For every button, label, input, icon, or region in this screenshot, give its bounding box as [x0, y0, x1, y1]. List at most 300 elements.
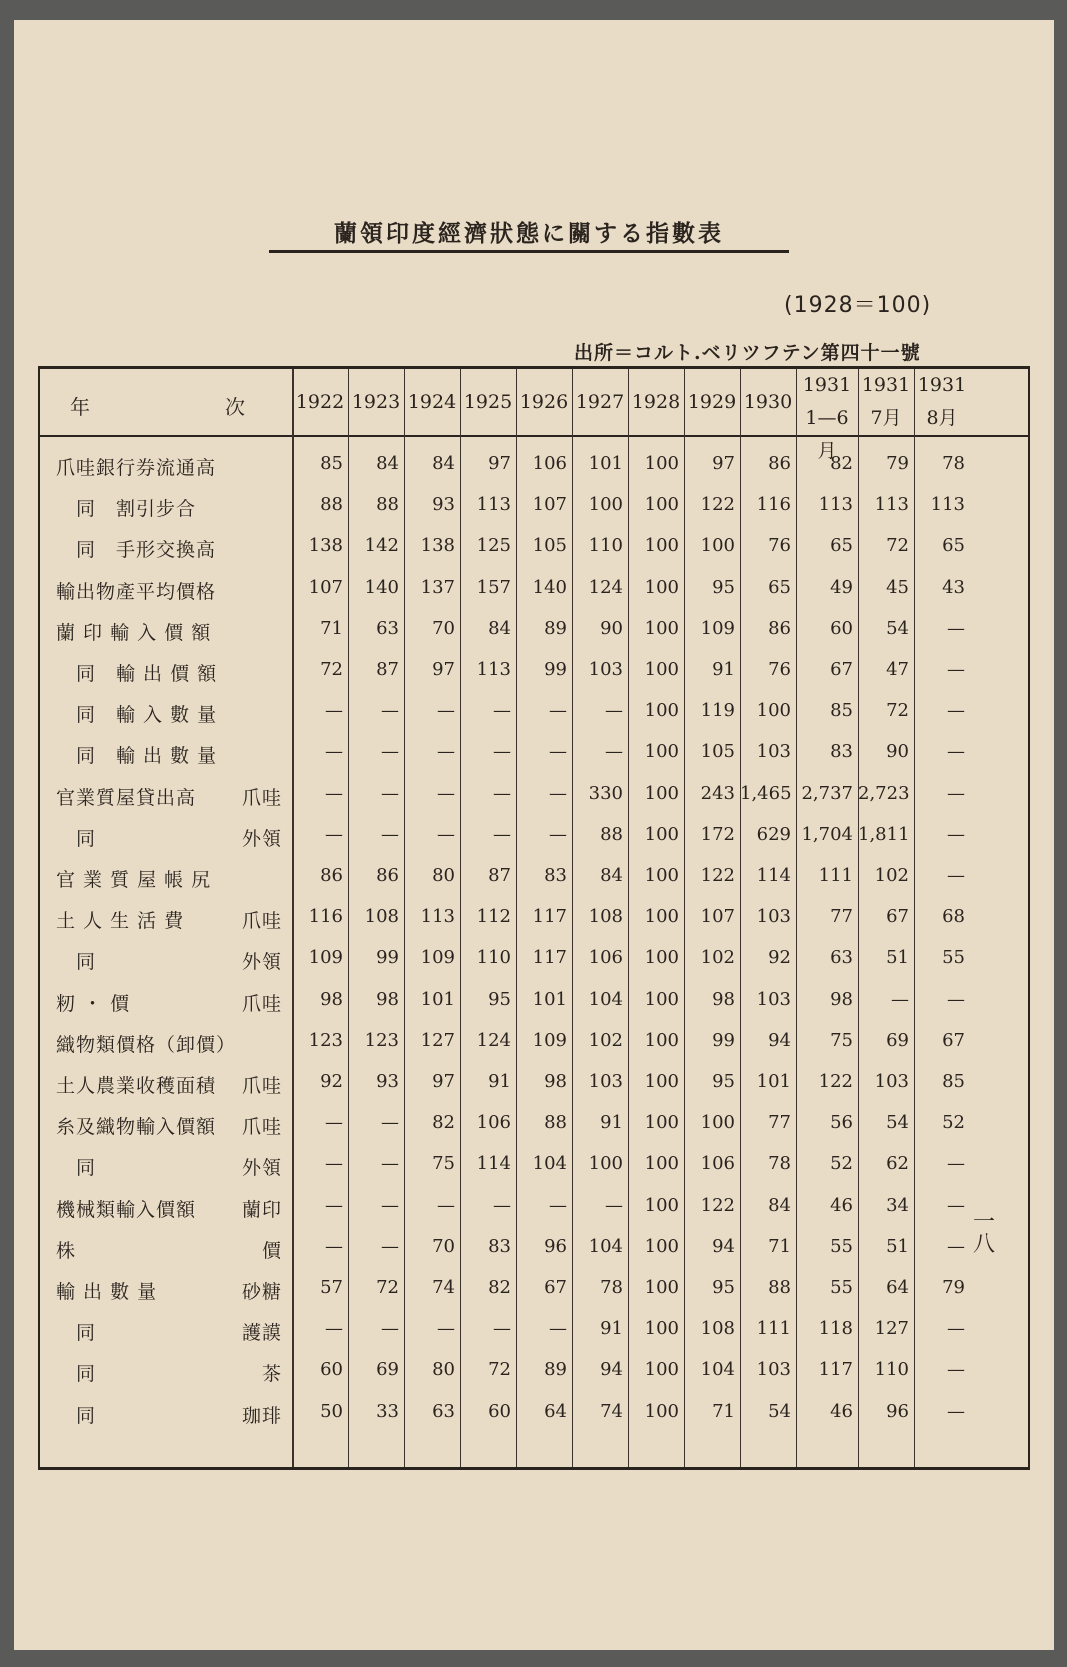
column-header-year: 1923 — [351, 391, 401, 413]
row-label-main: 輸 出 數 量 — [56, 1281, 158, 1303]
row-label — [56, 1401, 282, 1431]
row-label-region: 爪哇 — [241, 1116, 282, 1139]
table-cell: 124 — [588, 576, 623, 598]
table-cell: 106 — [588, 947, 623, 969]
table-cell: 96 — [886, 1400, 909, 1422]
row-label — [56, 865, 282, 895]
table-cell: — — [947, 1400, 965, 1422]
table-cell: 88 — [600, 823, 623, 845]
table-cell: 63 — [432, 1400, 455, 1422]
table-cell: 104 — [532, 1153, 567, 1175]
table-cell: 86 — [320, 865, 343, 886]
column-header-year: 1931 — [917, 374, 967, 396]
table-cell: 109 — [308, 947, 343, 969]
row-label-region: 爪哇 — [241, 992, 282, 1015]
table-cell: — — [325, 700, 343, 722]
table-cell: 103 — [756, 1359, 791, 1381]
table-cell: 100 — [644, 865, 679, 886]
table-cell: 98 — [830, 988, 853, 1010]
row-label-main: 官 業 質 屋 帳 尻 — [56, 869, 212, 891]
table-cell: 113 — [476, 659, 511, 680]
table-row — [40, 1024, 1028, 1066]
row-label-region: 外領 — [241, 827, 282, 850]
table-cell: 82 — [830, 453, 853, 474]
column-header — [404, 369, 460, 435]
table-cell: 54 — [886, 1112, 909, 1134]
column-header — [796, 369, 858, 462]
table-cell: 102 — [588, 1029, 623, 1051]
table-cell: 100 — [588, 494, 623, 516]
row-label-main: 同 — [56, 951, 97, 974]
table-cell: 46 — [830, 1400, 853, 1422]
table-cell: 84 — [768, 1194, 791, 1216]
table-cell: — — [381, 1318, 399, 1340]
table-cell: 63 — [830, 947, 853, 969]
column-header — [740, 369, 796, 435]
table-cell: 50 — [320, 1400, 343, 1422]
table-cell: 80 — [432, 865, 455, 886]
table-cell: 55 — [830, 1235, 853, 1257]
table-cell: 84 — [432, 453, 455, 474]
table-row — [40, 818, 1028, 860]
table-cell: 79 — [886, 453, 909, 474]
table-cell: 65 — [768, 576, 791, 598]
table-cell: 2,723 — [858, 782, 910, 804]
table-cell: 52 — [830, 1153, 853, 1175]
table-cell: — — [381, 1235, 399, 1257]
table-cell: — — [381, 700, 399, 722]
table-cell: 71 — [768, 1235, 791, 1257]
table-cell: 34 — [886, 1194, 909, 1216]
table-cell: — — [437, 1318, 455, 1340]
table-cell: — — [605, 741, 623, 763]
table-cell: 116 — [308, 906, 343, 928]
table-cell: 100 — [644, 1029, 679, 1051]
table-cell: 98 — [376, 988, 399, 1010]
table-cell: 140 — [364, 576, 399, 598]
row-label — [56, 947, 282, 977]
row-label — [56, 1071, 282, 1101]
column-header — [858, 369, 914, 435]
column-header — [684, 369, 740, 435]
table-cell: 77 — [830, 906, 853, 928]
table-cell: 91 — [600, 1318, 623, 1340]
row-header-cell — [40, 369, 292, 435]
table-cell: 100 — [644, 1071, 679, 1092]
table-cell: 54 — [886, 617, 909, 639]
table-cell: 84 — [488, 617, 511, 639]
row-label — [56, 1030, 282, 1060]
table-cell: 110 — [476, 947, 511, 969]
table-cell: 51 — [886, 1235, 909, 1257]
table-cell: 100 — [644, 535, 679, 557]
table-cell: — — [325, 1153, 343, 1175]
table-cell: 70 — [432, 1235, 455, 1257]
table-cell: 67 — [886, 906, 909, 928]
table-cell: — — [325, 1194, 343, 1216]
table-cell: 102 — [700, 947, 735, 969]
table-cell: 55 — [830, 1277, 853, 1298]
table-cell: 64 — [886, 1277, 909, 1298]
table-cell: 72 — [886, 535, 909, 557]
table-cell: 57 — [320, 1277, 343, 1298]
table-cell: — — [437, 741, 455, 763]
table-cell: 84 — [600, 865, 623, 886]
table-cell: 111 — [818, 865, 853, 886]
table-row — [40, 1395, 1028, 1437]
table-cell: 110 — [588, 535, 623, 557]
table-cell: 56 — [830, 1112, 853, 1134]
table-cell: 100 — [644, 947, 679, 969]
row-label — [56, 989, 282, 1019]
table-row — [40, 900, 1028, 942]
table-cell: 52 — [942, 1112, 965, 1134]
table-cell: 113 — [476, 494, 511, 516]
row-label-main: 株 — [56, 1239, 77, 1262]
table-cell: 2,737 — [801, 782, 853, 804]
table-cell: 109 — [700, 617, 735, 639]
table-cell: 100 — [644, 741, 679, 763]
table-cell: 103 — [756, 906, 791, 928]
row-label-main: 同 割引步合 — [56, 498, 197, 521]
page-number: 一八 — [972, 1210, 995, 1257]
table-cell: 100 — [644, 988, 679, 1010]
table-cell: 78 — [768, 1153, 791, 1175]
table-cell: 107 — [532, 494, 567, 516]
table-cell: 113 — [818, 494, 853, 516]
table-cell: — — [493, 700, 511, 722]
row-label-main: 爪哇銀行券流通高 — [56, 457, 217, 479]
row-header-left: 年 — [70, 395, 90, 419]
column-header-year: 1925 — [463, 391, 513, 413]
table-cell: 83 — [830, 741, 853, 763]
table-cell: 60 — [830, 617, 853, 639]
table-cell: — — [549, 1318, 567, 1340]
table-cell: — — [549, 700, 567, 722]
row-label-region: 外領 — [241, 1157, 282, 1180]
table-cell: 87 — [376, 659, 399, 680]
table-cell: 100 — [644, 782, 679, 804]
table-cell: 67 — [942, 1029, 965, 1051]
table-row — [40, 694, 1028, 736]
table-cell: 125 — [476, 535, 511, 557]
table-cell: 79 — [942, 1277, 965, 1298]
table-cell: 94 — [712, 1235, 735, 1257]
row-label-region: 爪哇 — [241, 910, 282, 933]
column-header — [460, 369, 516, 435]
table-cell: 100 — [644, 1235, 679, 1257]
table-cell: — — [325, 823, 343, 845]
table-cell: 100 — [700, 535, 735, 557]
table-cell: 113 — [874, 494, 909, 516]
column-header — [292, 369, 348, 435]
table-cell: 62 — [886, 1153, 909, 1175]
column-header-year: 1928 — [631, 391, 681, 413]
row-label — [56, 535, 282, 565]
table-cell: 96 — [544, 1235, 567, 1257]
table-row — [40, 1065, 1028, 1107]
table-cell: 95 — [488, 988, 511, 1010]
table-cell: 82 — [432, 1112, 455, 1134]
table-cell: — — [947, 865, 965, 886]
table-cell: 45 — [886, 576, 909, 598]
table-cell: — — [947, 1359, 965, 1381]
table-cell: 91 — [488, 1071, 511, 1092]
table-cell: 69 — [886, 1029, 909, 1051]
table-cell: 101 — [588, 453, 623, 474]
table-cell: 100 — [644, 494, 679, 516]
row-label — [56, 1195, 282, 1225]
row-label-region: 價 — [261, 1239, 282, 1262]
table-cell: 74 — [600, 1400, 623, 1422]
row-label — [56, 783, 282, 813]
row-label — [56, 659, 282, 689]
column-header-period: 7月 — [870, 407, 902, 429]
table-cell: 117 — [532, 906, 567, 928]
table-cell: — — [325, 1235, 343, 1257]
row-label-main: 籾 ・ 價 — [56, 992, 131, 1015]
table-cell: 80 — [432, 1359, 455, 1381]
table-cell: — — [325, 741, 343, 763]
table-cell: 82 — [488, 1277, 511, 1298]
table-cell: 104 — [588, 988, 623, 1010]
table-cell: 69 — [376, 1359, 399, 1381]
table-cell: 100 — [644, 906, 679, 928]
row-label — [56, 618, 282, 648]
table-cell: — — [549, 782, 567, 804]
table-cell: 72 — [488, 1359, 511, 1381]
table-cell: 97 — [432, 659, 455, 680]
table-cell: 140 — [532, 576, 567, 598]
row-label — [56, 906, 282, 936]
table-cell: 113 — [930, 494, 965, 516]
table-cell: — — [947, 1194, 965, 1216]
table-cell: 243 — [700, 782, 735, 804]
table-cell: 110 — [874, 1359, 909, 1381]
table-cell: 76 — [768, 535, 791, 557]
title-underline — [269, 250, 789, 253]
table-cell: — — [381, 823, 399, 845]
table-row — [40, 941, 1028, 983]
table-cell: 157 — [476, 576, 511, 598]
table-cell: 100 — [644, 659, 679, 680]
table-cell: — — [381, 782, 399, 804]
table-cell: 101 — [532, 988, 567, 1010]
table-cell: 93 — [432, 494, 455, 516]
table-row — [40, 1230, 1028, 1272]
row-label-main: 同 輸 出 價 額 — [56, 663, 218, 685]
row-label-region: 爪哇 — [241, 786, 282, 809]
row-label — [56, 1277, 282, 1307]
table-cell: 63 — [376, 617, 399, 639]
table-cell: 100 — [644, 617, 679, 639]
table-row — [40, 1147, 1028, 1189]
table-cell: — — [947, 823, 965, 845]
row-label-main: 同 手形交換高 — [56, 539, 217, 562]
table-cell: — — [325, 782, 343, 804]
table-cell: 127 — [874, 1318, 909, 1340]
row-label-main: 土 人 生 活 費 — [56, 910, 185, 933]
table-cell: 106 — [532, 453, 567, 474]
column-header-period: 8月 — [926, 407, 958, 429]
table-cell: 104 — [700, 1359, 735, 1381]
table-row — [40, 571, 1028, 613]
table-cell: — — [437, 1194, 455, 1216]
table-cell: 95 — [712, 576, 735, 598]
row-label-main: 蘭 印 輸 入 價 額 — [56, 621, 212, 644]
table-cell: 100 — [756, 700, 791, 722]
table-cell: 72 — [320, 659, 343, 680]
table-cell: 105 — [532, 535, 567, 557]
row-label-region: 砂糖 — [241, 1281, 282, 1303]
row-label — [56, 824, 282, 854]
row-label — [56, 1153, 282, 1183]
column-header — [914, 369, 970, 435]
table-cell: — — [947, 1235, 965, 1257]
table-cell: 51 — [886, 947, 909, 969]
table-cell: — — [549, 741, 567, 763]
row-label-main: 同 — [56, 1157, 97, 1180]
table-cell: 100 — [644, 453, 679, 474]
table-cell: 88 — [376, 494, 399, 516]
table-cell: 65 — [942, 535, 965, 557]
table-cell: 74 — [432, 1277, 455, 1298]
table-cell: 88 — [544, 1112, 567, 1134]
table-cell: 111 — [756, 1318, 791, 1340]
table-cell: 107 — [700, 906, 735, 928]
table-cell: 94 — [600, 1359, 623, 1381]
table-cell: — — [947, 782, 965, 804]
column-header-year: 1931 — [802, 374, 852, 396]
table-cell: 94 — [768, 1029, 791, 1051]
row-label-main: 輸出物產平均價格 — [56, 580, 217, 603]
table-cell: 87 — [488, 865, 511, 886]
table-cell: 1,811 — [858, 823, 910, 845]
table-cell: 108 — [364, 906, 399, 928]
table-cell: 49 — [830, 576, 853, 598]
table-cell: 89 — [544, 617, 567, 639]
page-title: 蘭領印度經濟狀態に關する指數表 — [334, 220, 724, 247]
table-cell: 84 — [376, 453, 399, 474]
row-label-main: 機械類輸入價額 — [56, 1198, 197, 1221]
column-header — [348, 369, 404, 435]
table-cell: — — [947, 741, 965, 763]
table-cell: 137 — [420, 576, 455, 598]
table-row — [40, 735, 1028, 777]
table-row — [40, 1106, 1028, 1148]
table-row — [40, 612, 1028, 654]
table-cell: 138 — [308, 535, 343, 557]
row-label — [56, 1359, 282, 1389]
table-row — [40, 777, 1028, 819]
table-cell: 60 — [488, 1400, 511, 1422]
table-cell: 98 — [712, 988, 735, 1010]
table-cell: — — [947, 988, 965, 1010]
base-year-note: (1928＝100) — [784, 293, 932, 318]
table-cell: 100 — [644, 700, 679, 722]
table-cell: 72 — [376, 1277, 399, 1298]
table-cell: 123 — [308, 1029, 343, 1051]
row-label-main: 同 輸 入 數 量 — [56, 704, 218, 727]
table-cell: — — [381, 741, 399, 763]
table-cell: 83 — [544, 865, 567, 886]
table-cell: 78 — [942, 453, 965, 474]
table-cell: 72 — [886, 700, 909, 722]
table-cell: — — [493, 741, 511, 763]
table-cell: 118 — [818, 1318, 853, 1340]
table-cell: 67 — [830, 659, 853, 680]
table-cell: 113 — [420, 906, 455, 928]
row-label-region: 護謨 — [241, 1322, 282, 1345]
table-row — [40, 529, 1028, 571]
table-cell: 99 — [544, 659, 567, 680]
table-cell: 100 — [644, 1277, 679, 1298]
table-cell: 100 — [644, 823, 679, 845]
table-cell: — — [437, 823, 455, 845]
table-cell: 86 — [768, 617, 791, 639]
table-row — [40, 1312, 1028, 1354]
table-cell: 99 — [376, 947, 399, 969]
table-cell: 112 — [476, 906, 511, 928]
table-cell: 124 — [476, 1029, 511, 1051]
table-cell: 100 — [644, 1400, 679, 1422]
table-cell: 47 — [886, 659, 909, 680]
table-cell: 98 — [544, 1071, 567, 1092]
table-cell: 97 — [488, 453, 511, 474]
table-cell: 102 — [874, 865, 909, 886]
table-cell: — — [549, 1194, 567, 1216]
table-cell: 142 — [364, 535, 399, 557]
table-cell: 71 — [712, 1400, 735, 1422]
table-cell: 107 — [308, 576, 343, 598]
row-label-main: 土人農業收穫面積 — [56, 1075, 217, 1097]
table-row — [40, 983, 1028, 1025]
header-separator — [40, 435, 1028, 437]
table-cell: 95 — [712, 1277, 735, 1298]
table-cell: 90 — [886, 741, 909, 763]
table-cell: 629 — [756, 823, 791, 845]
column-header — [628, 369, 684, 435]
column-header-year: 1922 — [295, 391, 345, 413]
table-cell: 86 — [768, 453, 791, 474]
table-cell: 78 — [600, 1277, 623, 1298]
table-cell: 90 — [600, 617, 623, 639]
table-cell: 85 — [830, 700, 853, 722]
column-header-period: 1—6月 — [805, 407, 849, 462]
index-table — [38, 366, 1030, 1470]
row-label-main: 同 — [56, 1363, 97, 1386]
table-cell: 1,465 — [740, 782, 792, 804]
row-label-main: 同 — [56, 1404, 97, 1427]
table-cell: 43 — [942, 576, 965, 598]
table-cell: 97 — [712, 453, 735, 474]
table-cell: 330 — [588, 782, 623, 804]
table-cell: 103 — [588, 1071, 623, 1092]
table-cell: 64 — [544, 1400, 567, 1422]
table-cell: 85 — [942, 1071, 965, 1092]
table-cell: — — [493, 823, 511, 845]
column-header-year: 1929 — [687, 391, 737, 413]
table-cell: 1,704 — [801, 823, 853, 845]
table-cell: 106 — [476, 1112, 511, 1134]
table-cell: 117 — [818, 1359, 853, 1381]
row-label — [56, 1112, 282, 1142]
row-label-main: 同 輸 出 數 量 — [56, 745, 218, 768]
table-cell: 91 — [712, 659, 735, 680]
table-cell: — — [493, 1194, 511, 1216]
table-cell: — — [549, 823, 567, 845]
row-label-main: 織物類價格（卸價） — [56, 1033, 237, 1056]
